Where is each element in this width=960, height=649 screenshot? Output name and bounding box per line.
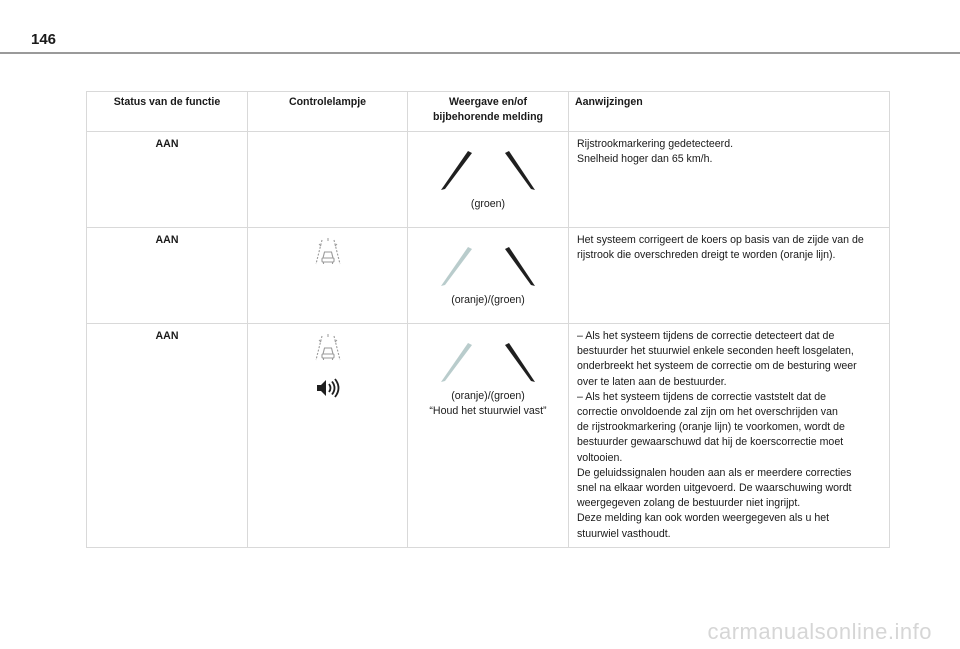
lane-markings-green-icon [433,149,543,193]
header-rule [0,52,960,54]
table-row [87,324,890,548]
lane-keeping-warning-lamp-icon [311,236,345,268]
page-number: 146 [31,31,57,48]
notes-cell [569,228,890,324]
display-message: “Houd het stuurwiel vast” [429,405,547,418]
header-display [408,92,569,132]
note-line: correctie onvoldoende zal zijn om het overschrijden van [577,406,838,419]
table-header-row [87,92,890,132]
note-line: Deze melding kan ook worden weergegeven als u het [577,512,830,525]
status-cell: AAN [87,324,248,548]
note-line: Rijstrookmarkering gedetecteerd. [577,138,734,150]
note-line: – Als het systeem tijdens de correctie vaststelt dat de [577,390,827,403]
lamp-cell [248,228,408,324]
table-row [87,228,890,324]
notes-cell [569,132,890,228]
lane-markings-orange-green-icon [433,245,543,289]
table-row [87,132,890,228]
note-line: weergegeven zolang de bestuurder niet ingrijpt. [577,497,801,510]
notes-cell [569,324,890,548]
note-line: De geluidssignalen houden aan als er meerdere correcties [577,466,852,479]
display-caption: (oranje)/(groen) [451,390,525,402]
header-lamp: Controlelampje [248,92,408,132]
note-line: Het systeem corrigeert de koers op basis van de zijde van de [577,234,864,246]
note-line: bestuurder het stuurwiel enkele seconden heeft losgelaten, [577,345,854,358]
lamp-cell [248,132,408,228]
lane-keeping-status-table [86,91,890,548]
display-cell [408,228,569,324]
note-line: snel na elkaar worden uitgevoerd. De waarschuwing wordt [577,482,852,495]
lane-markings-orange-green-icon [433,341,543,385]
display-caption: (oranje)/(groen) [451,294,525,306]
header-display-line2: bijbehorende melding [432,111,544,124]
header-status: Status van de functie [87,92,248,132]
header-display-line1: Weergave en/of [448,96,528,108]
note-line: bestuurder gewaarschuwd dat hij de koerscorrectie moet [577,436,844,449]
status-cell: AAN [87,228,248,324]
note-line: de rijstrookmarkering (oranje lijn) te voorkomen, wordt de [577,421,845,434]
note-line: over te laten aan de bestuurder. [577,375,727,388]
display-cell [408,324,569,548]
note-line: – Als het systeem tijdens de correctie detecteert dat de [577,330,835,342]
note-line: voltooien. [577,451,623,464]
note-line: Snelheid hoger dan 65 km/h. [577,153,713,166]
lamp-cell [248,324,408,548]
status-cell: AAN [87,132,248,228]
header-notes: Aanwijzingen [569,92,890,132]
display-caption: (groen) [470,198,506,210]
sound-signal-icon [315,378,341,398]
note-line: stuurwiel vasthoudt. [577,527,671,540]
note-line: onderbreekt het systeem de correctie om de besturing weer [577,360,857,373]
watermark: carmanualsonline.info [707,619,932,644]
lane-keeping-warning-lamp-icon [311,332,345,364]
note-line: rijstrook die overschreden dreigt te worden (oranje lijn). [577,249,836,262]
display-cell [408,132,569,228]
